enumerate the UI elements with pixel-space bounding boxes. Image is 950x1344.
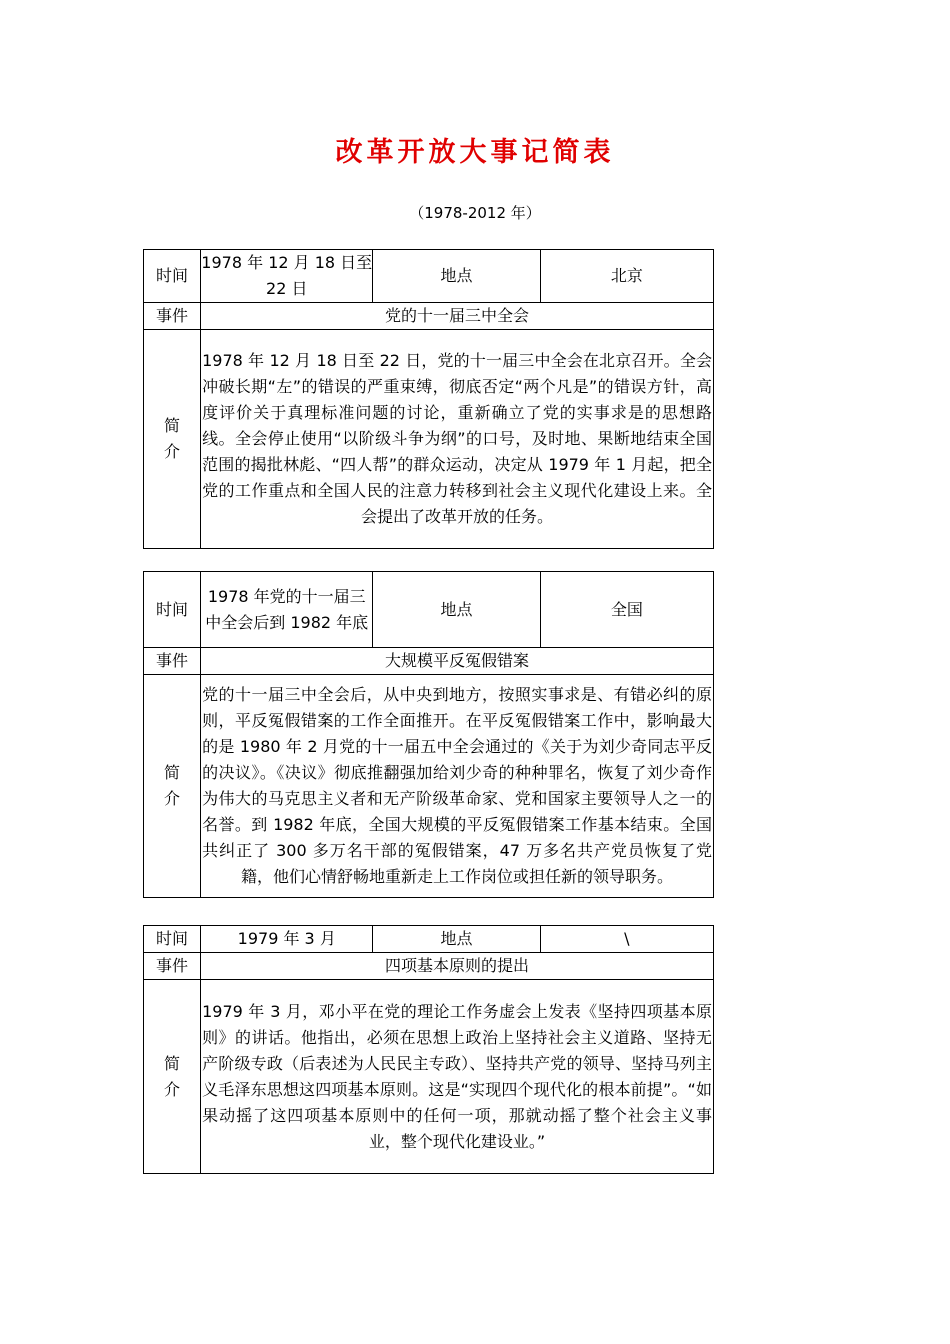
time-label: 时间 [144,572,201,648]
event-value: 党的十一届三中全会 [201,303,714,330]
event-record-table [143,925,714,1174]
intro-text: 1979 年 3 月，邓小平在党的理论工作务虚会上发表《坚持四项基本原则》的讲话。他指出，必须在思想上政治上坚持社会主义道路、坚持无产阶级专政（后表述为人民民主专政）、坚持共产党的领导、坚持马列主义毛泽东思想这四项基本原则。这是“实现四个现代化的根本前提”。“如果动摇了这四项基本原则中的任何一项，那就动摇了整个社会主义事业，整个现代化建设业。” [201,980,714,1174]
event-label: 事件 [144,953,201,980]
time-value: 1978 年党的十一届三中全会后到 1982 年底 [201,572,373,648]
intro-label-bottom: 介 [164,442,181,461]
intro-label [144,330,201,549]
event-value: 四项基本原则的提出 [201,953,714,980]
intro-label-top: 简 [164,763,181,782]
event-record-table [143,249,714,549]
event-value: 大规模平反冤假错案 [201,648,714,675]
event-label: 事件 [144,303,201,330]
place-value: 全国 [540,572,713,648]
time-label: 时间 [144,926,201,953]
intro-label-bottom: 介 [164,789,181,808]
place-label: 地点 [373,926,540,953]
time-value: 1978 年 12 月 18 日至 22 日 [201,250,373,303]
event-record-table [143,571,714,898]
event-label: 事件 [144,648,201,675]
place-value: 北京 [540,250,713,303]
intro-text: 1978 年 12 月 18 日至 22 日，党的十一届三中全会在北京召开。全会冲破长期“左”的错误的严重束缚，彻底否定“两个凡是”的错误方针，高度评价关于真理标准问题的讨论，重新确立了党的实事求是的思想路线。全会停止使用“以阶级斗争为纲”的口号，及时地、果断地结束全国范围的揭批林彪、“四人帮”的群众运动，决定从 1979 年 1 月起，把全党的工作重点和全国人民的注意力转移到社会主义现代化建设上来。全会提出了改革开放的任务。 [201,330,714,549]
intro-label-top: 简 [164,416,181,435]
time-value: 1979 年 3 月 [201,926,373,953]
intro-text: 党的十一届三中全会后，从中央到地方，按照实事求是、有错必纠的原则，平反冤假错案的工作全面推开。在平反冤假错案工作中，影响最大的是 1980 年 2 月党的十一届五中全会通过的《关于为刘少奇同志平反的决议》。《决议》彻底推翻强加给刘少奇的种种罪名，恢复了刘少奇作为伟大的马克思主义者和无产阶级革命家、党和国家主要领导人之一的名誉。到 1982 年底，全国大规模的平反冤假错案工作基本结束。全国共纠正了 300 多万名干部的冤假错案，47 万多名共产党员恢复了党籍，他们心情舒畅地重新走上工作岗位或担任新的领导职务。 [201,675,714,898]
place-label: 地点 [373,250,540,303]
document-subtitle: （1978-2012 年） [409,204,541,222]
document-title: 改革开放大事记简表 [335,137,615,168]
intro-label [144,675,201,898]
intro-label-top: 简 [164,1053,181,1073]
intro-label-bottom: 介 [164,1079,181,1099]
intro-label [144,980,201,1174]
place-label: 地点 [373,572,540,648]
time-label: 时间 [144,250,201,303]
place-value: \ [540,926,713,953]
